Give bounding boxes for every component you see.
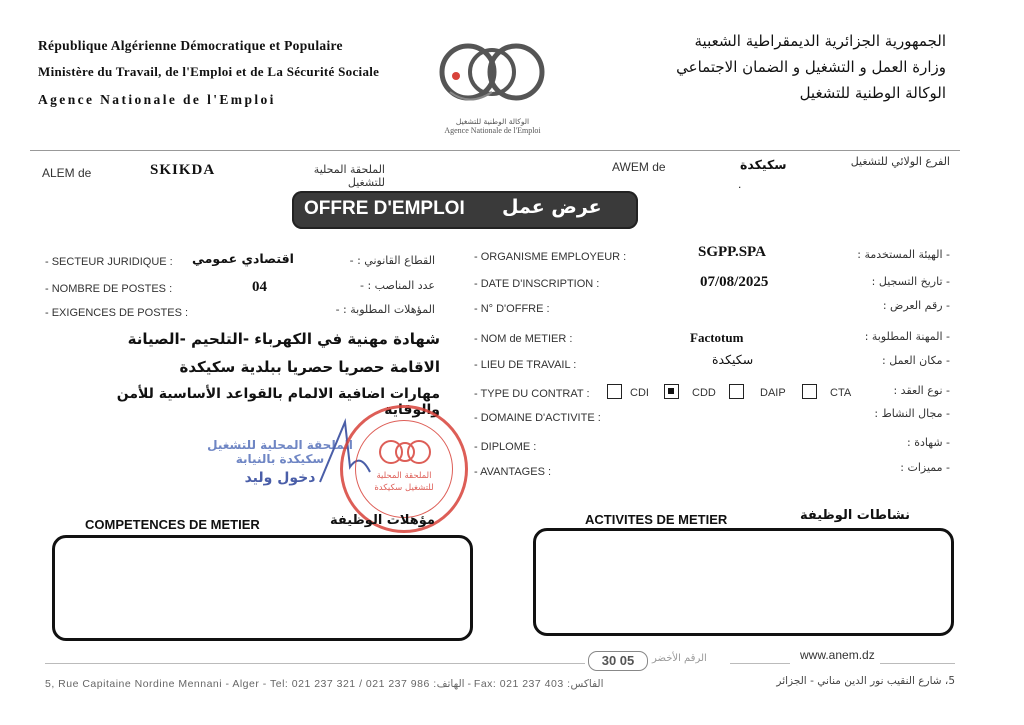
header-divider — [30, 150, 960, 151]
lieu-value: سكيكدة — [712, 352, 754, 367]
exigences-line-1: شهادة مهنية في الكهرباء -التلحيم -الصيانة — [127, 330, 440, 348]
alem-value: SKIKDA — [150, 162, 216, 178]
contrat-label: - TYPE DU CONTRAT : — [474, 388, 590, 400]
diplome-label-ar: - شهادة : — [907, 436, 950, 449]
contrat-cdd-checkbox[interactable] — [664, 384, 679, 399]
footer-address-ar: 5، شارع النقيب نور الدين مناني - الجزائر — [776, 675, 955, 687]
blue-signature: دخول وليد — [244, 470, 316, 486]
exigences-label-ar: المؤهلات المطلوبة : - — [335, 303, 435, 316]
contrat-daip-label: DAIP — [760, 387, 786, 399]
organisme-label-ar: - الهيئة المستخدمة : — [857, 248, 950, 261]
offre-label-ar: - رقم العرض : — [882, 299, 950, 312]
title-banner — [292, 191, 638, 229]
lieu-label-ar: - مكان العمل : — [882, 354, 950, 367]
blue-stamp-line1: الملحقة المحلية للتشغيل — [207, 438, 353, 452]
logo-caption-ar: الوكالة الوطنية للتشغيل — [455, 117, 530, 126]
competences-title-fr: COMPETENCES DE METIER — [85, 517, 260, 532]
header-ar-ministry: وزارة العمل و التشغيل و الضمان الاجتماعي — [676, 58, 946, 76]
logo-caption-fr: Agence Nationale de l'Emploi — [444, 126, 541, 135]
secteur-label: - SECTEUR JURIDIQUE : — [45, 256, 173, 268]
contrat-cta-label: CTA — [830, 387, 852, 399]
alem-label: ALEM de — [42, 166, 92, 180]
metier-value: Factotum — [690, 330, 744, 345]
blue-stamp-line2: سكيكدة بالنيابة — [235, 452, 325, 466]
contrat-cdi-checkbox[interactable] — [607, 384, 622, 399]
diplome-label: - DIPLOME : — [474, 441, 537, 453]
competences-title-ar: مؤهلات الوظيفة — [330, 513, 435, 528]
exigences-line-3: مهارات اضافية الالمام بالقواعد الأساسية للأمن والوقاية — [116, 386, 440, 418]
date-value: 07/08/2025 — [700, 274, 769, 290]
activites-title-fr: ACTIVITES DE METIER — [585, 512, 728, 527]
domaine-label-ar: - مجال النشاط : — [874, 407, 950, 420]
contrat-cta-checkbox[interactable] — [802, 384, 817, 399]
date-label-ar: - تاريخ التسجيل : — [871, 275, 950, 288]
alem-label-ar: الملحقة المحلية للتشغيل — [313, 163, 385, 189]
organisme-label: - ORGANISME EMPLOYEUR : — [474, 251, 627, 263]
contrat-cdi-label: CDI — [630, 387, 649, 399]
header-fr-agency: Agence Nationale de l'Emploi — [38, 92, 276, 107]
domaine-label: - DOMAINE D'ACTIVITE : — [474, 412, 601, 424]
anem-logo — [430, 32, 555, 137]
offre-label: - N° D'OFFRE : — [474, 303, 550, 315]
anem-logo-icon — [430, 32, 555, 112]
title-ar: عرض عمل — [502, 196, 602, 218]
activites-title-ar: نشاطات الوظيفة — [800, 508, 910, 523]
metier-label-ar: - المهنة المطلوبة : — [864, 330, 950, 343]
organisme-value: SGPP.SPA — [698, 244, 766, 260]
exigences-line-2: الاقامة حصريا حصريا ببلدية سكيكدة — [179, 358, 440, 376]
postes-label: - NOMBRE DE POSTES : — [45, 283, 173, 295]
awem-label: AWEM de — [612, 160, 666, 174]
postes-label-ar: عدد المناصب : - — [360, 279, 435, 292]
red-stamp-text: الملحقة المحلية للتشغيل سكيكدة — [374, 471, 434, 493]
competences-box[interactable] — [52, 535, 473, 641]
header-ar-republic: الجمهورية الجزائرية الديمقراطية الشعبية — [694, 32, 946, 50]
awem-value: سكيكدة — [740, 157, 787, 172]
metier-label: - NOM de METIER : — [474, 333, 573, 345]
red-stamp-logo-icon — [377, 436, 433, 468]
header-fr-republic: République Algérienne Démocratique et Populaire — [38, 38, 343, 53]
title-fr: OFFRE D'EMPLOI — [304, 198, 465, 219]
exigences-label: - EXIGENCES DE POSTES : — [45, 307, 189, 319]
awem-dot: . — [738, 177, 742, 191]
lieu-label: - LIEU DE TRAVAIL : — [474, 359, 577, 371]
header-ar-agency: الوكالة الوطنية للتشغيل — [799, 84, 946, 102]
secteur-label-ar: القطاع القانوني : - — [349, 254, 435, 267]
avantages-label-ar: - مميزات : — [900, 461, 950, 474]
footer-divider-right — [880, 663, 955, 664]
contrat-daip-checkbox[interactable] — [729, 384, 744, 399]
avantages-label: - AVANTAGES : — [474, 466, 552, 478]
footer-divider-left — [45, 663, 585, 664]
postes-value: 04 — [252, 279, 267, 295]
footer-address-fr: 5, Rue Capitaine Nordine Mennani - Alger - Tel: 021 237 321 / 021 237 986 :الهاتف - Fax: 021 237 403 :الفاكس — [45, 678, 604, 690]
secteur-value: اقتصادي عمومي — [192, 251, 294, 266]
green-number-badge: 30 05 — [588, 651, 648, 671]
activites-box[interactable] — [533, 528, 954, 636]
date-label: - DATE D'INSCRIPTION : — [474, 278, 600, 290]
awem-label-ar: الفرع الولائي للتشغيل — [850, 155, 950, 168]
green-number-label: الرقم الأخضر — [652, 653, 707, 664]
website-link[interactable]: www.anem.dz — [800, 648, 875, 662]
contrat-cdd-label: CDD — [692, 387, 716, 399]
header-fr-ministry: Ministère du Travail, de l'Emploi et de La Sécurité Sociale — [38, 64, 380, 79]
footer-divider-mid — [730, 663, 790, 664]
contrat-label-ar: - نوع العقد : — [893, 384, 950, 397]
